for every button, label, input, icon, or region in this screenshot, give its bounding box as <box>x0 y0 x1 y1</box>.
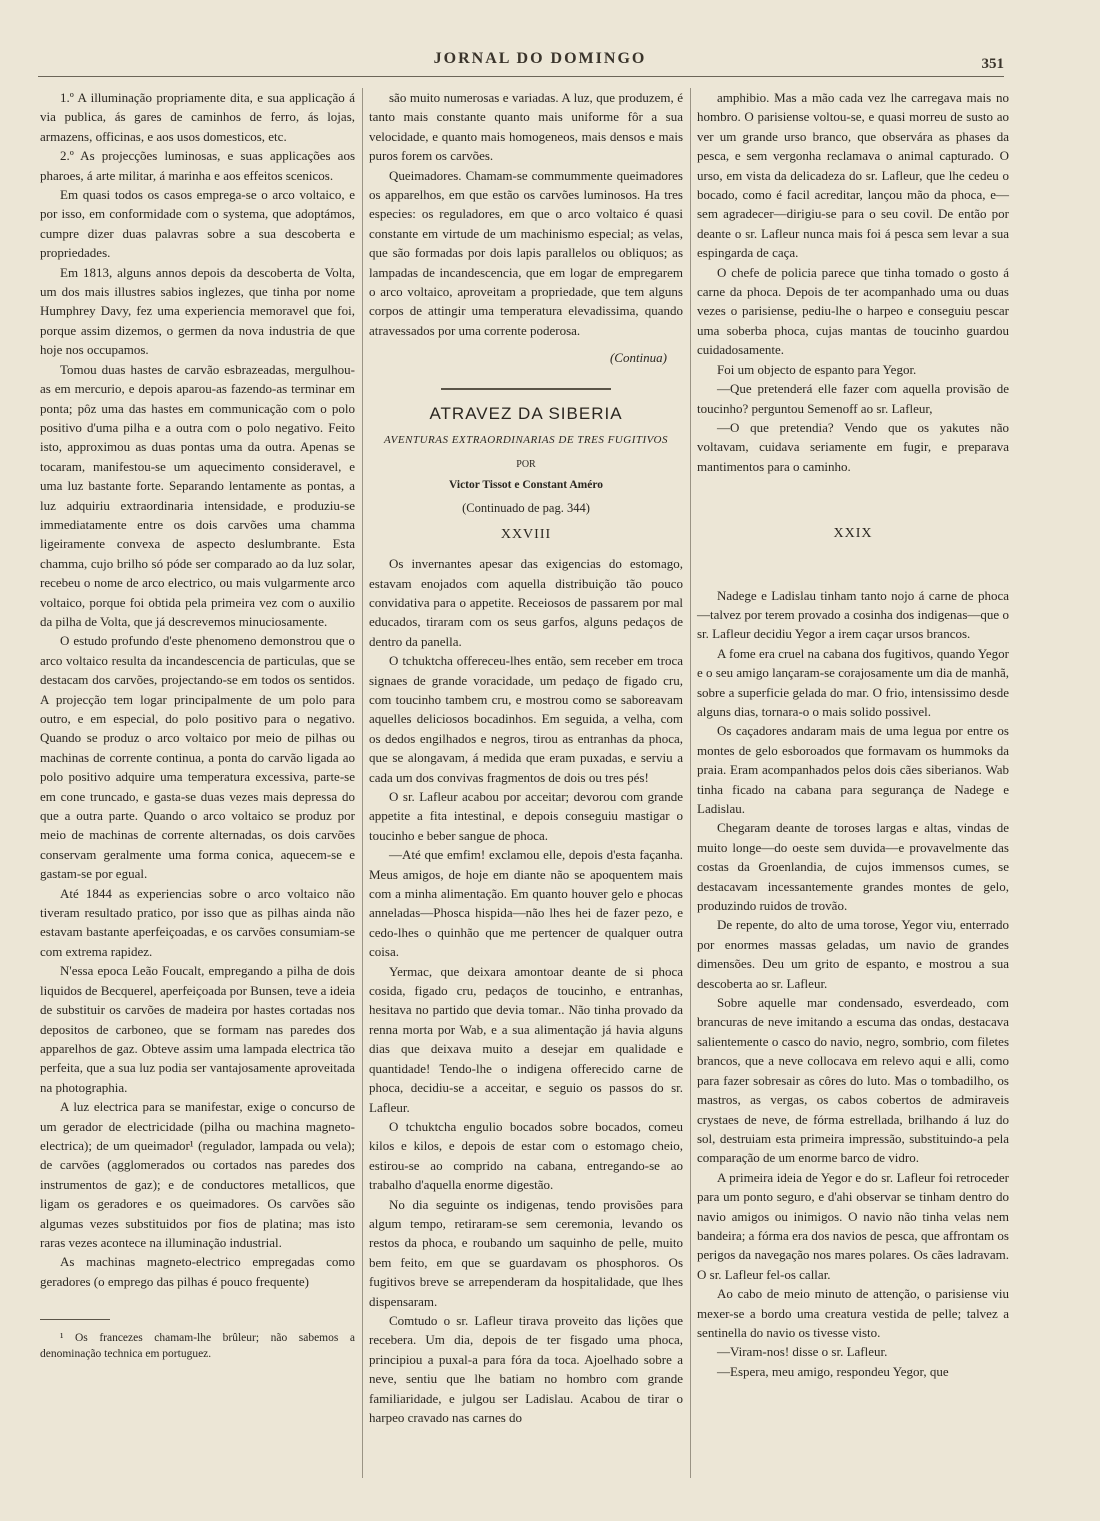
paragraph: —Até que emfim! exclamou elle, depois d'esta façanha. Meus amigos, de hoje em diante não se apoquentem mais com a minha alimentação. Em quanto houver gelo e phocas anneladas—Phosca hispida—não lhes hei de fazer pezo, e cedo-lhes o quinhão que me pertencer de qualquer outra coisa. <box>369 847 683 960</box>
paragraph: Yermac, que deixara amontoar deante de si phoca cosida, figado cru, pedaços de toucinho, e entranhas, hesitava no partido que devia tomar.. Não tinha provado da renna morta por Wab, e a sua alimentação já havia alguns dias que deixava muito a desejar em qualidade e quantidade! Tendo-lhe o indigena offerecido carne de phoca, decidiu-se a acceitar, e seguio os passos do sr. Lafleur. <box>369 963 683 1115</box>
paragraph: —Que pretenderá elle fazer com aquella provisão de toucinho? perguntou Semenoff ao sr. Lafleur, <box>697 381 1009 416</box>
article-byline-por: POR <box>516 458 536 470</box>
paragraph: Em quasi todos os casos emprega-se o arco voltaico, e por isso, em conformidade com o systema, que adoptámos, cumpre dizer duas palavras sobre a sua descoberta e propriedades. <box>40 187 355 261</box>
paragraph: O tchuktcha offereceu-lhes então, sem receber em troca signaes de grande voracidade, um pedaço de figado cru, com toucinho tambem cru, e mostrou como se saboreavam aquelles deliciosos bocadinhos. Em seguida, a velha, com os dedos engilhados e negros, tirou as entranhas da phoca, que se alongavam, á medida que eram puxadas, e serviu a cada um dos convivas fragmentos de dois ou tres pés! <box>369 653 683 785</box>
paragraph: Os caçadores andaram mais de uma legua por entre os montes de gelo esboroados que formavam os hummoks da praia. Eram acompanhados pelos dois cães siberianos. Wab tinha ficado na cabana para segurança de Nadege e Ladislau. <box>697 723 1009 816</box>
column-2 <box>369 88 683 1427</box>
paragraph: A fome era cruel na cabana dos fugitivos, quando Yegor e o seu amigo lançaram-se corajosamente um dia de manhã, sobre a superficie gelada do mar. O frio, intensissimo desde alguns dias, tornara-o o mais solido possivel. <box>697 645 1009 719</box>
paragraph: A luz electrica para se manifestar, exige o concurso de um gerador de electricidade (pilha ou machina magneto-electrica); de um queimador¹ (regulador, lampada ou vela); de carvões (agglomerados ou cortados nas paredes dos instrumentos de gaz); e de conductores metallicos, que ligam os geradores e os queimadores. Os carvões são algumas vezes substituidos por fios de platina; mas isto raras vezes acontece na illuminação industrial. <box>40 1099 355 1250</box>
continua-note: (Continua) <box>609 350 667 366</box>
paragraph: As machinas magneto-electrico empregadas como geradores (o emprego das pilhas é pouco frequente) <box>40 1254 355 1289</box>
paragraph: Os invernantes apesar das exigencias do estomago, estavam enojados com aquella distribuição tão pouco convidativa para o appetite. Receiosos de passarem por mal educados, tiraram com os seus garfos, alguns pedaços de dentro da panella. <box>369 556 683 649</box>
column-3 <box>697 88 1009 1381</box>
paragraph: No dia seguinte os indigenas, tendo provisões para algum tempo, retiraram-se sem ceremonia, levando os restos da phoca, e roubando um saquinho de pelle, muito bem feito, em que se guardavam os phosphoros. Os fugitivos breve se arrependeram da hospitalidade, que lhes dispensaram. <box>369 1196 683 1309</box>
paragraph: são muito numerosas e variadas. A luz, que produzem, é tanto mais constante quanto mais uniforme fôr a sua velocidade, e quanto mais homogeneos, mais densos e mais puros forem os carvões. <box>369 90 683 164</box>
chapter-heading: XXVIII <box>500 526 552 542</box>
page-number: 351 <box>981 56 1004 72</box>
paragraph: Comtudo o sr. Lafleur tirava proveito das lições que recebera. Um dia, depois de ter fisgado uma phoca, principiou a puxal-a para fóra da toca. Ajoelhado sobre a neve, sentiu que lhe batiam no hombro com grande familiaridade, e julgou ser Ladislau. Acabou de tirar o harpeo cravado nas carnes do <box>369 1312 683 1425</box>
section-rule <box>441 388 611 390</box>
article-subtitle: AVENTURAS EXTRAORDINARIAS DE TRES FUGITIVOS <box>384 434 668 447</box>
paragraph: O chefe de policia parece que tinha tomado o gosto á carne da phoca. Depois de ter acompanhado uma ou duas vezes o parisiense, pediu-lhe o harpeo e conseguiu pescar uma soberba phoca, cujas mantas de toucinho guardou cuidadosamente. <box>697 264 1009 358</box>
paragraph: Queimadores. Chamam-se commummente queimadores os apparelhos, em que estão os carvões luminosos. Ha tres especies: os reguladores, em que o arco voltaico é quasi constante em virtude de um machinismo especial; as velas, que são formadas por dois lapis parallelos ou obliquos; as lampadas de incandescencia, que em logar de empregarem o arco voltaico, aproveitam a propriedade, que tem alguns corpos de attingir uma temperatura elevadissima, quando atravessados por uma corrente poderosa. <box>369 167 683 338</box>
paragraph: —O que pretendia? Vendo que os yakutes não voltavam, cuidava seriamente em fugir, e preparava mantimentos para o caminho. <box>697 419 1009 474</box>
column-divider-1 <box>362 88 363 1478</box>
paragraph: Até 1844 as experiencias sobre o arco voltaico não tiveram resultado pratico, por isso que as pilhas ainda não estavam bastante aperfeiçoadas, e os carvões consumiam-se com extrema rapidez. <box>40 885 355 959</box>
paragraph: Tomou duas hastes de carvão esbrazeadas, mergulhou-as em mercurio, e depois aparou-as fazendo-as terminar em ponta; pôz uma das hastes em communicação com o polo positivo d'uma pilha e a outra com o polo negativo. Feito isto, approximou as duas pontas uma da outra. Apenas se tocaram, manifestou-se um aquecimento consideravel, e uma luz bastante forte. Separando lentamente as pontas, a luz adquiriu extraordinaria intensidade, e produziu-se immediatamente entre os dois carvões uma chamma ligeiramente convexa de aspecto deslumbrante. Esta chamma, cujo brilho só póde ser comparado ao da luz solar, recebeu o nome de arco electrico, ou mais vulgarmente arco voltaico, porque foi obtida pela primeira vez com o auxilio da pilha de Volta, que já descrevemos minuciosamente. <box>40 361 355 629</box>
chapter-heading: XXIX <box>833 526 873 542</box>
masthead: JORNAL DO DOMINGO <box>433 50 647 67</box>
footnote-rule <box>40 1319 110 1320</box>
paragraph: O estudo profundo d'este phenomeno demonstrou que o arco voltaico resulta da incandescencia de particulas, que se destacam dos carvões, projectando-se em todos os sentidos. A projecção tem logar principalmente de um polo para outro, e em especial, do polo positivo para o negativo. Quando se produz o arco voltaico por meio de pilhas ou machinas de corrente continua, a ponta do carvão ligada ao polo positivo adquire uma temperatura excessiva, parte-se em cone truncado, e gasta-se duas vezes mais depressa do que a outra parte. Quando o arco voltaico se produz por meio de machinas de corrente alternadas, os dois carvões conservam geralmente uma forma conica, aquecem-se e gastam-se por egual. <box>40 633 355 882</box>
paragraph: A primeira ideia de Yegor e do sr. Lafleur foi retroceder para um ponto seguro, e d'ahi observar se tinham dentro do navio amigos ou inimigos. O navio não tinha velas nem bandeira; a fórma era dos navios de pesca, que affrontam os perigos da navegação nos mares polares. Os cães ladravam. O sr. Lafleur fel-os callar. <box>697 1169 1009 1282</box>
paragraph: —Espera, meu amigo, respondeu Yegor, que <box>717 1363 949 1379</box>
paragraph: 1.º A illuminação propriamente dita, e sua applicação á via publica, ás gares de caminhos de ferro, ás lojas, armazens, officinas, e aos usos domesticos, etc. <box>40 90 355 144</box>
paragraph: Em 1813, alguns annos depois da descoberta de Volta, um dos mais illustres sabios inglezes, que tinha por nome Humphrey Davy, fez uma experiencia memoravel que foi, porque assim dizemos, o germen da nova industria de que hoje nos occupamos. <box>40 264 355 358</box>
paragraph: N'essa epoca Leão Foucalt, empregando a pilha de dois liquidos de Becquerel, aperfeiçoada por Bunsen, teve a ideia de substituir os carvões de madeira por hastes cortadas nos depositos de carboneo, que se formam nas paredes dos apparelhos de gaz. Obteve assim uma lampada electrica tão perfeita, que a sua luz podia ser vantajosamente aproveitada na photographia. <box>40 963 355 1095</box>
paragraph: —Viram-nos! disse o sr. Lafleur. <box>717 1344 888 1360</box>
header-rule <box>38 76 1004 77</box>
paragraph: Nadege e Ladislau tinham tanto nojo á carne de phoca—talvez por terem provado a cosinha dos indigenas—que o sr. Lafleur decidiu Yegor a irem caçar ursos brancos. <box>697 587 1009 642</box>
paragraph: 2.º As projecções luminosas, e suas applicações aos pharoes, á arte militar, á marinha e aos effeitos scenicos. <box>40 148 355 183</box>
paragraph: De repente, do alto de uma torose, Yegor viu, enterrado por enormes massas geladas, um navio de grandes dimensões. Deu um grito de espanto, e mostrou a sua descoberta ao sr. Lafleur. <box>697 917 1009 991</box>
paragraph: Ao cabo de meio minuto de attenção, o parisiense viu mexer-se a bordo uma creatura vestida de pelle; talvez a sentinella do navio os tivesse visto. <box>697 1286 1009 1340</box>
article-authors: Victor Tissot e Constant Améro <box>449 478 603 491</box>
paragraph: amphibio. Mas a mão cada vez lhe carregava mais no hombro. O parisiense voltou-se, e quasi morreu de susto ao ver um grande urso branco, que observára as phases da pesca, e sem vergonha reclamava o animal capturado. O urso, em vista da delicadeza do sr. Lafleur, que lhe cedeu o bocado, como é facil acreditar, lançou mão da phoca, e—sem agradecer—dirigiu-se para o seu covil. De então por deante o sr. Lafleur nunca mais foi á pesca sem levar a sua espingarda de caça. <box>697 90 1009 261</box>
paragraph: Foi um objecto de espanto para Yegor. <box>717 361 917 377</box>
article-continued-note: (Continuado de pag. 344) <box>462 501 590 516</box>
column-1 <box>40 88 355 1362</box>
paragraph: O tchuktcha engulio bocados sobre bocados, comeu kilos e kilos, e depois de estar com o estomago cheio, estirou-se ao comprido na cabana, entregando-se ao trabalho d'aquella enorme digestão. <box>369 1118 683 1193</box>
footnote: ¹ Os francezes chamam-lhe brûleur; não sabemos a denominação technica em portuguez. <box>40 1332 355 1361</box>
paragraph: O sr. Lafleur acabou por acceitar; devorou com grande appetite a fita intestinal, e depois conseguiu mastigar o toucinho e beber sangue de phoca. <box>369 789 683 843</box>
column-divider-2 <box>690 88 691 1478</box>
article-title: ATRAVEZ DA SIBERIA <box>429 403 623 423</box>
paragraph: Sobre aquelle mar condensado, esverdeado, com brancuras de neve imitando a escuma das ondas, destacava salientemente o casco do navio, negro, sombrio, com filetes brancos, que a neve collocava em relevo aqui e alli, como para fazer sobresair as côres do luto. Mas o tombadilho, os mastros, as vergas, os cabos cobertos de admiraveis crystaes de neve, de fórma estrellada, brilhando á luz do sol, destruiam esta primeira impressão, substituindo-a pela comparação de um enorme barco de vidro. <box>697 995 1009 1166</box>
paragraph: Chegaram deante de toroses largas e altas, vindas de muito longe—do oeste sem duvida—e provavelmente das costas da Groenlandia, de cujos immensos cumes, se destacavam incessantemente grandes montes de gelo, produzindo ruidos de trovão. <box>697 820 1009 914</box>
